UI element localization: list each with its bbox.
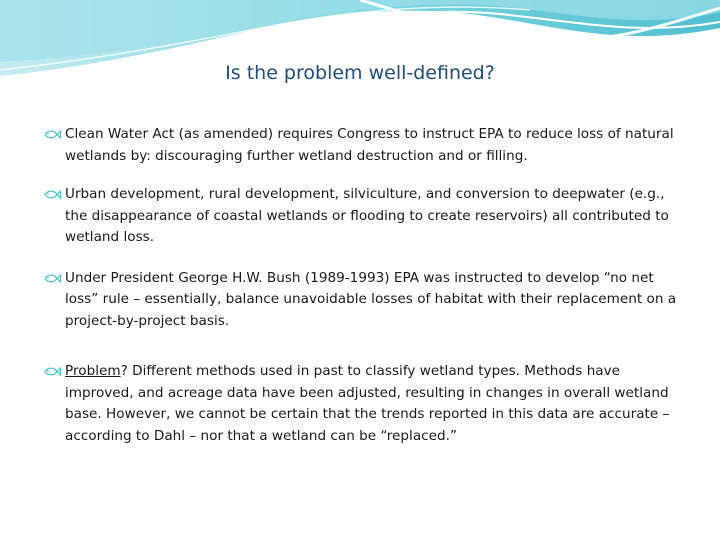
bullet-item-problem <box>44 361 684 447</box>
bullet-item-development <box>44 184 684 249</box>
slide-title: Is the problem well-defined? <box>225 62 495 84</box>
bullet-text: Clean Water Act (as amended) requires Congress to instruct EPA to reduce loss of natural wetlands by: discouraging further wetland destruction and or filling. <box>65 126 674 164</box>
bullet-text: Under President George H.W. Bush (1989-1993) EPA was instructed to develop “no net loss” rule – essentially, balance unavoidable losses of habitat with their replacement on a project-by-project basis. <box>65 269 677 329</box>
bullet-item-no-net-loss <box>44 268 684 333</box>
fish-icon <box>44 189 61 200</box>
problem-link[interactable]: Problem <box>65 363 121 379</box>
bullet-text: Urban development, rural development, silviculture, and conversion to deepwater (e.g., the disappearance of coastal wetlands or flooding to create reservoirs) all contributed to wetland loss. <box>65 186 669 245</box>
bullet-text: ? Different methods used in past to classify wetland types. Methods have improved, and acreage data have been adjusted, resulting in changes in overall wetland base. However, we cannot be certain that the trends reported in this data are accurate – according to Dahl – nor that a wetland can be “replaced.” <box>65 363 670 444</box>
bullet-item-clean-water-act <box>44 124 684 167</box>
fish-icon <box>44 366 61 377</box>
fish-icon <box>44 129 61 140</box>
fish-icon <box>44 273 61 284</box>
bullet-list <box>44 124 684 447</box>
